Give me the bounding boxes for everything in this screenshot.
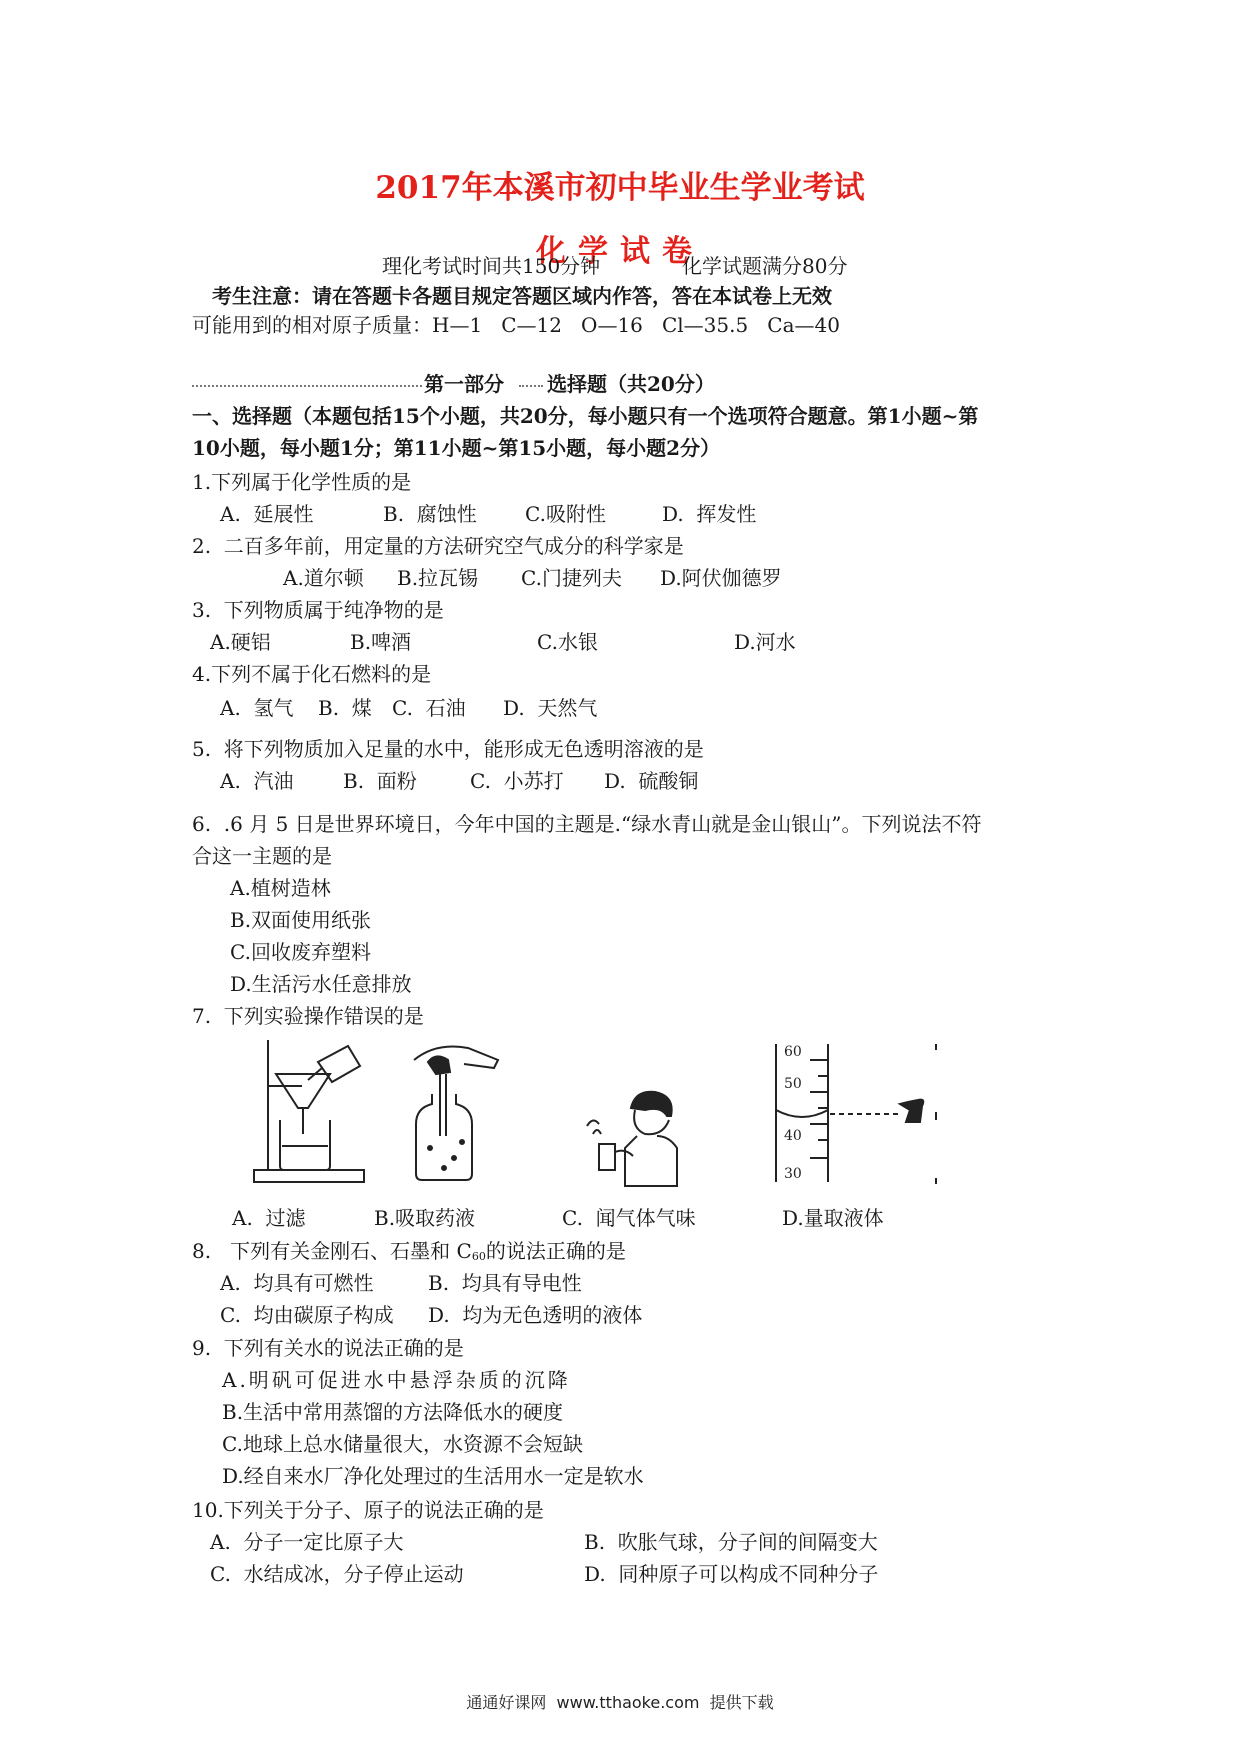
question-option: B. 煤: [318, 696, 372, 720]
question-option: D.量取液体: [782, 1206, 884, 1230]
question-stem: 8. 下列有关金刚石、石墨和 C60的说法正确的是: [192, 1239, 626, 1263]
question-option: B.生活中常用蒸馏的方法降低水的硬度: [222, 1400, 564, 1424]
question-option: D.生活污水任意排放: [230, 972, 412, 996]
exam-title: 2017年本溪市初中毕业生学业考试: [375, 170, 865, 206]
question-option: B.啤酒: [350, 630, 412, 654]
part-label: 第一部分: [424, 372, 504, 396]
question-option: D.经自来水厂净化处理过的生活用水一定是软水: [222, 1464, 644, 1488]
question-option: D. 硫酸铜: [604, 769, 699, 793]
question-option: A.道尔顿: [283, 566, 364, 590]
page-footer: 通通好课网 www.tthaoke.com 提供下载: [466, 1693, 774, 1712]
question-option: A.明矾可促进水中悬浮杂质的沉降: [222, 1368, 571, 1392]
atomic-masses: 可能用到的相对原子质量：H—1 C—12 O—16 Cl—35.5 Ca—40: [192, 313, 840, 337]
question-stem: 10.下列关于分子、原子的说法正确的是: [192, 1498, 544, 1522]
question-stem: 合这一主题的是: [192, 844, 332, 868]
question-stem: 5. 将下列物质加入足量的水中，能形成无色透明溶液的是: [192, 737, 704, 761]
question-option: A. 汽油: [220, 769, 294, 793]
exam-notice: 考生注意：请在答题卡各题目规定答题区域内作答，答在本试卷上无效: [212, 284, 832, 308]
question-option: D. 挥发性: [662, 502, 757, 526]
question-option: C.水银: [537, 630, 598, 654]
question-option: D.河水: [734, 630, 796, 654]
question-option: C. 石油: [392, 696, 466, 720]
question-stem: 6. .6 月 5 日是世界环境日，今年中国的主题是.“绿水青山就是金山银山”。下列说法不符: [192, 812, 982, 836]
exam-score-info: 化学试题满分80分: [682, 254, 848, 278]
section-instructions: 10小题，每小题1分；第11小题~第15小题，每小题2分）: [192, 436, 721, 460]
question-option: B.拉瓦锡: [397, 566, 479, 590]
question-option: B. 均具有导电性: [428, 1271, 582, 1295]
exam-time-info: 理化考试时间共150分钟: [382, 254, 601, 278]
question-option: D. 天然气: [503, 696, 598, 720]
question-option: B.双面使用纸张: [230, 908, 372, 932]
question-option: A. 延展性: [220, 502, 314, 526]
question-option: B. 面粉: [343, 769, 417, 793]
cylinder-tick-label: 40: [784, 1128, 802, 1144]
question-option: A. 均具有可燃性: [220, 1271, 374, 1295]
question-option: D. 同种原子可以构成不同种分子: [584, 1562, 879, 1586]
cylinder-tick-label: 30: [784, 1166, 802, 1182]
question-stem: 7. 下列实验操作错误的是: [192, 1004, 424, 1028]
dotted-leader: [519, 385, 543, 387]
smell-gas-illustration: [585, 1086, 685, 1190]
question-option: D. 均为无色透明的液体: [428, 1303, 643, 1327]
dropper-illustration: [406, 1038, 506, 1186]
question-stem: 2. 二百多年前，用定量的方法研究空气成分的科学家是: [192, 534, 684, 558]
question-option: C. 均由碳原子构成: [220, 1303, 394, 1327]
question-option: C.门捷列夫: [521, 566, 622, 590]
section-instructions: 一、选择题（本题包括15个小题，共20分，每小题只有一个选项符合题意。第1小题~第: [192, 404, 979, 428]
part-title: 选择题（共20分）: [547, 372, 715, 396]
question-option: C. 小苏打: [470, 769, 564, 793]
dotted-leader: [192, 385, 422, 387]
question-option: C. 闻气体气味: [562, 1206, 696, 1230]
cylinder-tick-label: 60: [784, 1044, 802, 1060]
question-option: D.阿伏伽德罗: [660, 566, 782, 590]
graduated-cylinder-illustration: [770, 1040, 940, 1188]
question-option: B. 吹胀气球，分子间的间隔变大: [584, 1530, 878, 1554]
question-stem: 1.下列属于化学性质的是: [192, 470, 412, 494]
exam-subtitle: 化学试卷: [536, 234, 704, 269]
question-option: A. 分子一定比原子大: [210, 1530, 404, 1554]
question-option: A.植树造林: [230, 876, 331, 900]
question-option: B. 腐蚀性: [383, 502, 477, 526]
question-option: A. 过滤: [232, 1206, 306, 1230]
question-option: A. 氢气: [220, 696, 294, 720]
question-stem: 9. 下列有关水的说法正确的是: [192, 1336, 464, 1360]
question-stem: 3. 下列物质属于纯净物的是: [192, 598, 444, 622]
question-option: B.吸取药液: [374, 1206, 476, 1230]
question-option: C. 水结成冰，分子停止运动: [210, 1562, 464, 1586]
question-option: C.地球上总水储量很大，水资源不会短缺: [222, 1432, 583, 1456]
question-option: A.硬铝: [210, 630, 271, 654]
question-stem: 4.下列不属于化石燃料的是: [192, 662, 432, 686]
filtration-illustration: [252, 1038, 367, 1186]
question-option: C.吸附性: [525, 502, 606, 526]
cylinder-tick-label: 50: [784, 1076, 802, 1092]
question-option: C.回收废弃塑料: [230, 940, 371, 964]
